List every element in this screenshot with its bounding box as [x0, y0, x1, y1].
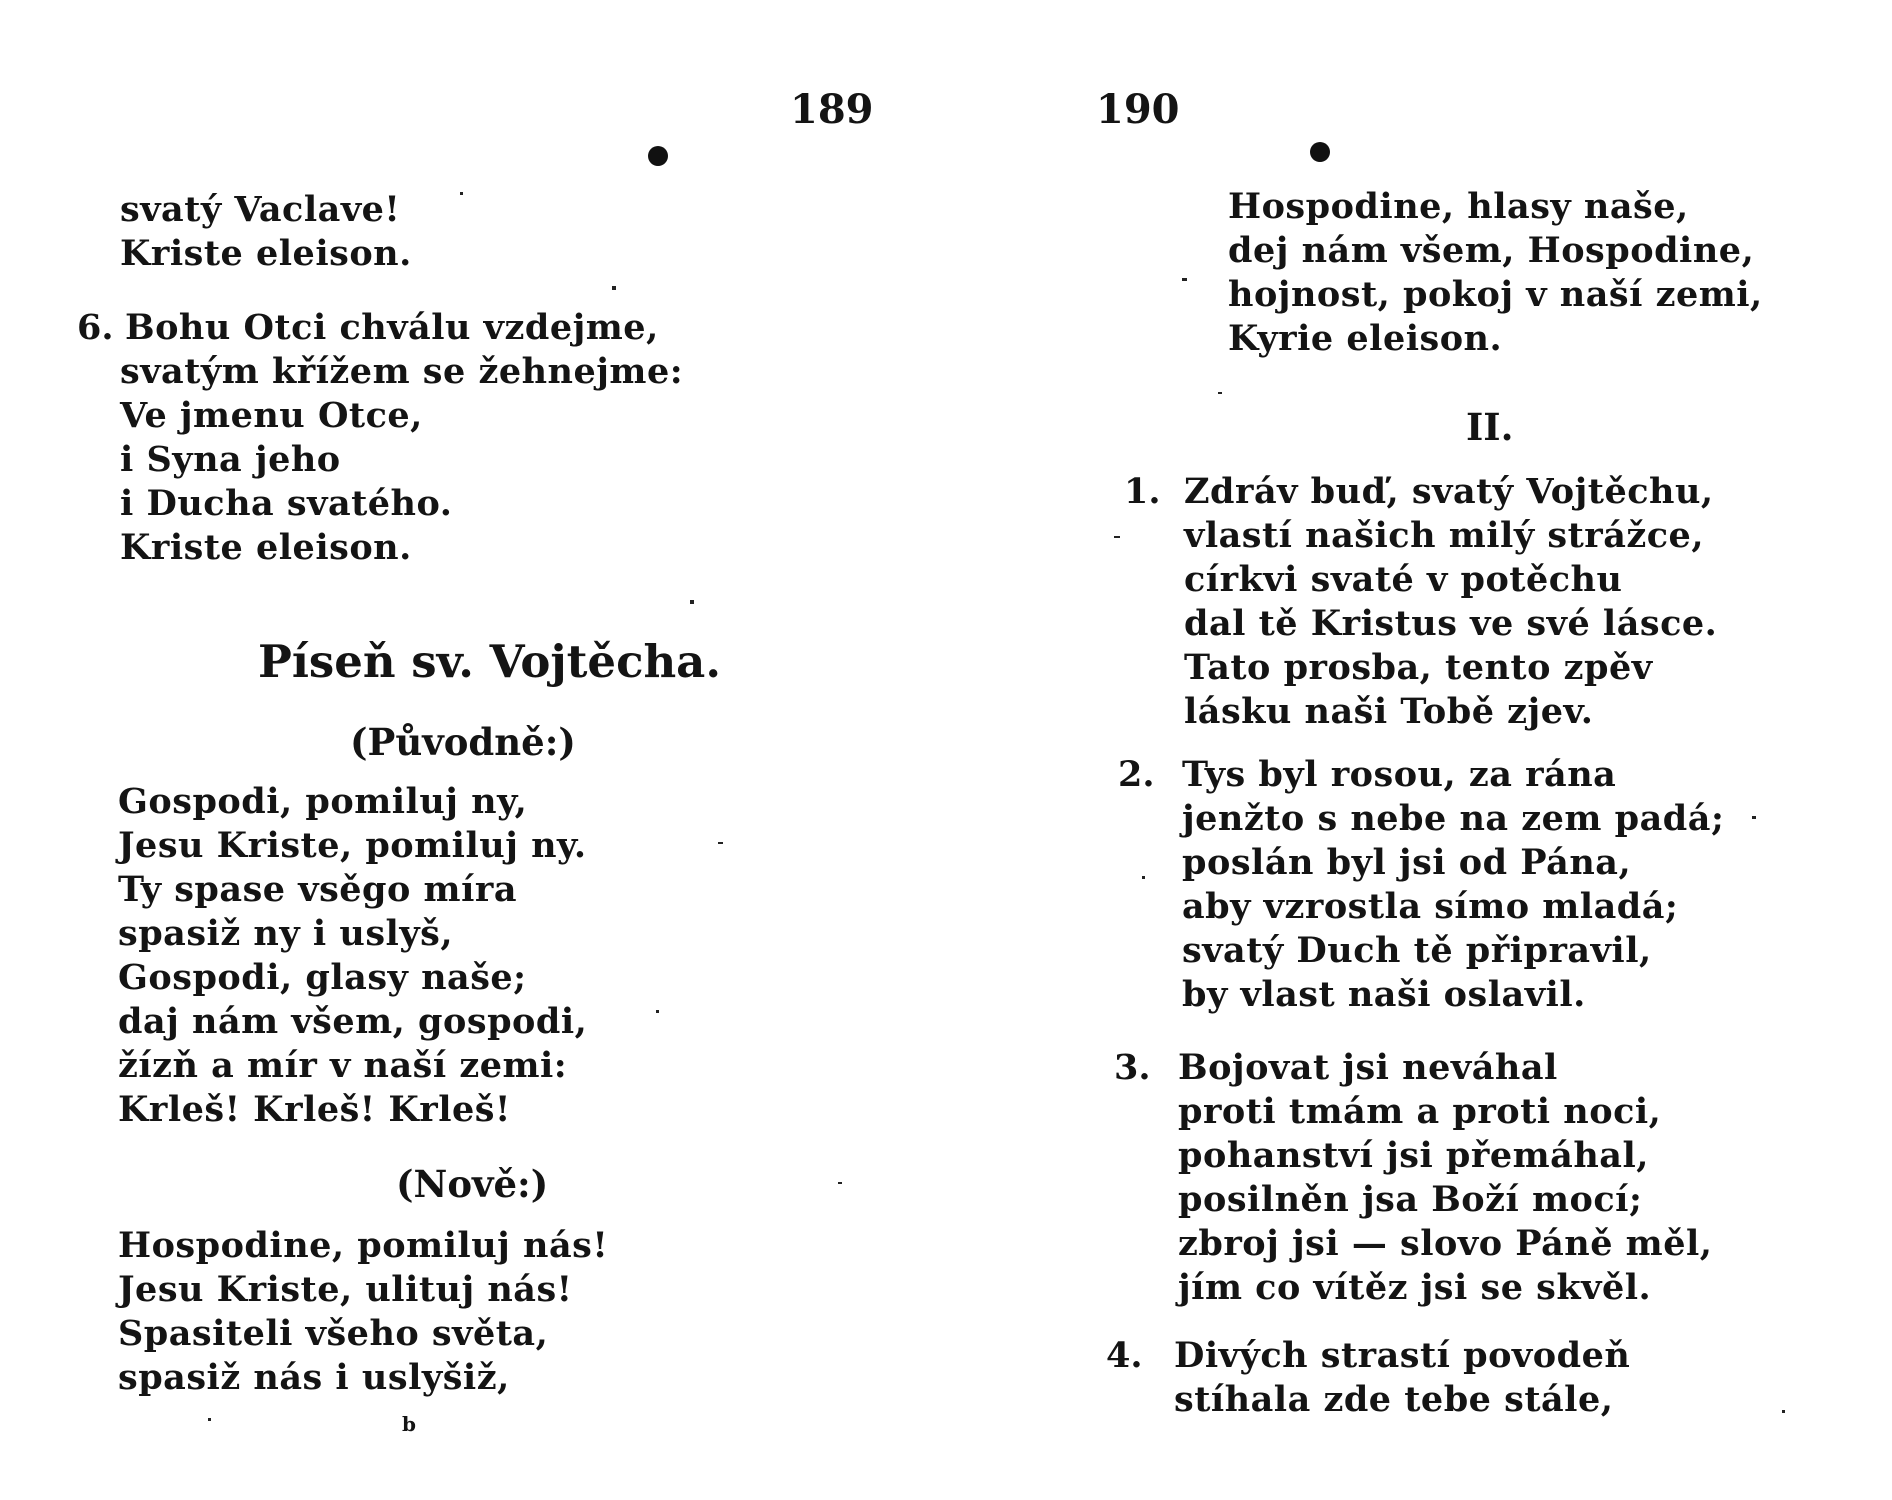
verse-line: dal tě Kristus ve své lásce. [1184, 603, 1718, 644]
verse-line: Spasiteli všeho světa, [118, 1313, 549, 1354]
page-number: 190 [1096, 86, 1180, 133]
verse-line: svatý Duch tě připravil, [1182, 930, 1652, 971]
verse-line: lásku naši Tobě zjev. [1184, 691, 1594, 732]
page-number: 189 [790, 86, 874, 133]
verse-line: Zdráv buď, svatý Vojtěchu, [1184, 471, 1714, 512]
verse-line: poslán byl jsi od Pána, [1182, 842, 1632, 883]
right-page [946, 0, 1892, 1500]
verse-line: Tato prosba, tento zpěv [1184, 647, 1653, 688]
verse-line: Ve jmenu Otce, [120, 395, 423, 436]
speck [718, 842, 723, 844]
stanza-number: 6. [77, 307, 114, 348]
verse-line: Gospodi, glasy naše; [118, 957, 527, 998]
verse-line: pohanství jsi přemáhal, [1178, 1135, 1649, 1176]
verse-line: aby vzrostla símo mladá; [1182, 886, 1679, 927]
ink-blot [1310, 142, 1330, 162]
verse-line: Kriste eleison. [120, 527, 412, 568]
speck [1218, 392, 1222, 394]
verse-line: Bojovat jsi neváhal [1178, 1047, 1558, 1088]
speck [838, 1182, 842, 1184]
verse-line: jenžto s nebe na zem padá; [1182, 798, 1725, 839]
verse-line: hojnost, pokoj v naší zemi, [1228, 274, 1763, 315]
verse-line: Hospodine, hlasy naše, [1228, 186, 1689, 227]
verse-line: svatým křížem se žehnejme: [120, 351, 684, 392]
stanza-number: 3. [1114, 1047, 1151, 1088]
verse-line: Kyrie eleison. [1228, 318, 1503, 359]
verse-line: spasiž ny i uslyš, [118, 913, 454, 954]
speck [656, 1010, 659, 1013]
verse-line: Jesu Kriste, pomiluj ny. [118, 825, 587, 866]
speck [1752, 816, 1756, 819]
verse-line: by vlast naši oslavil. [1182, 974, 1586, 1015]
speck [612, 286, 616, 290]
verse-line: jím co vítěz jsi se skvěl. [1178, 1267, 1652, 1308]
verse-line: i Ducha svatého. [120, 483, 453, 524]
speck [1114, 536, 1120, 538]
speck [1142, 876, 1145, 879]
section-heading: (Nově:) [396, 1162, 549, 1206]
speck [208, 1418, 211, 1421]
verse-line: daj nám všem, gospodi, [118, 1001, 588, 1042]
verse-line: spasiž nás i uslyšiž, [118, 1357, 510, 1398]
verse-line: svatý Vaclave! [120, 189, 401, 230]
verse-line: Gospodi, pomiluj ny, [118, 781, 528, 822]
signature-mark: b [402, 1412, 417, 1436]
verse-line: Jesu Kriste, ulituj nás! [118, 1269, 573, 1310]
speck [460, 192, 463, 195]
verse-line: vlastí našich milý strážce, [1184, 515, 1705, 556]
verse-line: církvi svaté v potěchu [1184, 559, 1623, 600]
verse-line: proti tmám a proti noci, [1178, 1091, 1662, 1132]
stanza-number: 1. [1124, 471, 1161, 512]
stanza-number: 4. [1106, 1335, 1143, 1376]
speck [690, 600, 694, 604]
section-heading: II. [1466, 405, 1514, 449]
verse-line: zbroj jsi — slovo Páně měl, [1178, 1223, 1713, 1264]
verse-line: i Syna jeho [120, 439, 341, 480]
speck [1782, 1410, 1785, 1413]
verse-line: Bohu Otci chválu vzdejme, [125, 307, 659, 348]
ink-blot [648, 146, 668, 166]
stanza-number: 2. [1118, 754, 1155, 795]
verse-line: žízň a mír v naší zemi: [118, 1045, 568, 1086]
verse-line: Kriste eleison. [120, 233, 412, 274]
verse-line: posilněn jsa Boží mocí; [1178, 1179, 1643, 1220]
verse-line: stíhala zde tebe stále, [1174, 1379, 1614, 1420]
verse-line: Hospodine, pomiluj nás! [118, 1225, 609, 1266]
verse-line: dej nám všem, Hospodine, [1228, 230, 1755, 271]
song-title: Píseň sv. Vojtěcha. [258, 635, 722, 688]
verse-line: Ty spase vsěgo míra [118, 869, 517, 910]
speck [1182, 278, 1187, 281]
verse-line: Tys byl rosou, za rána [1182, 754, 1617, 795]
verse-line: Divých strastí povodeň [1174, 1335, 1631, 1376]
section-heading: (Původně:) [350, 720, 576, 764]
verse-line: Krleš! Krleš! Krleš! [118, 1089, 511, 1130]
